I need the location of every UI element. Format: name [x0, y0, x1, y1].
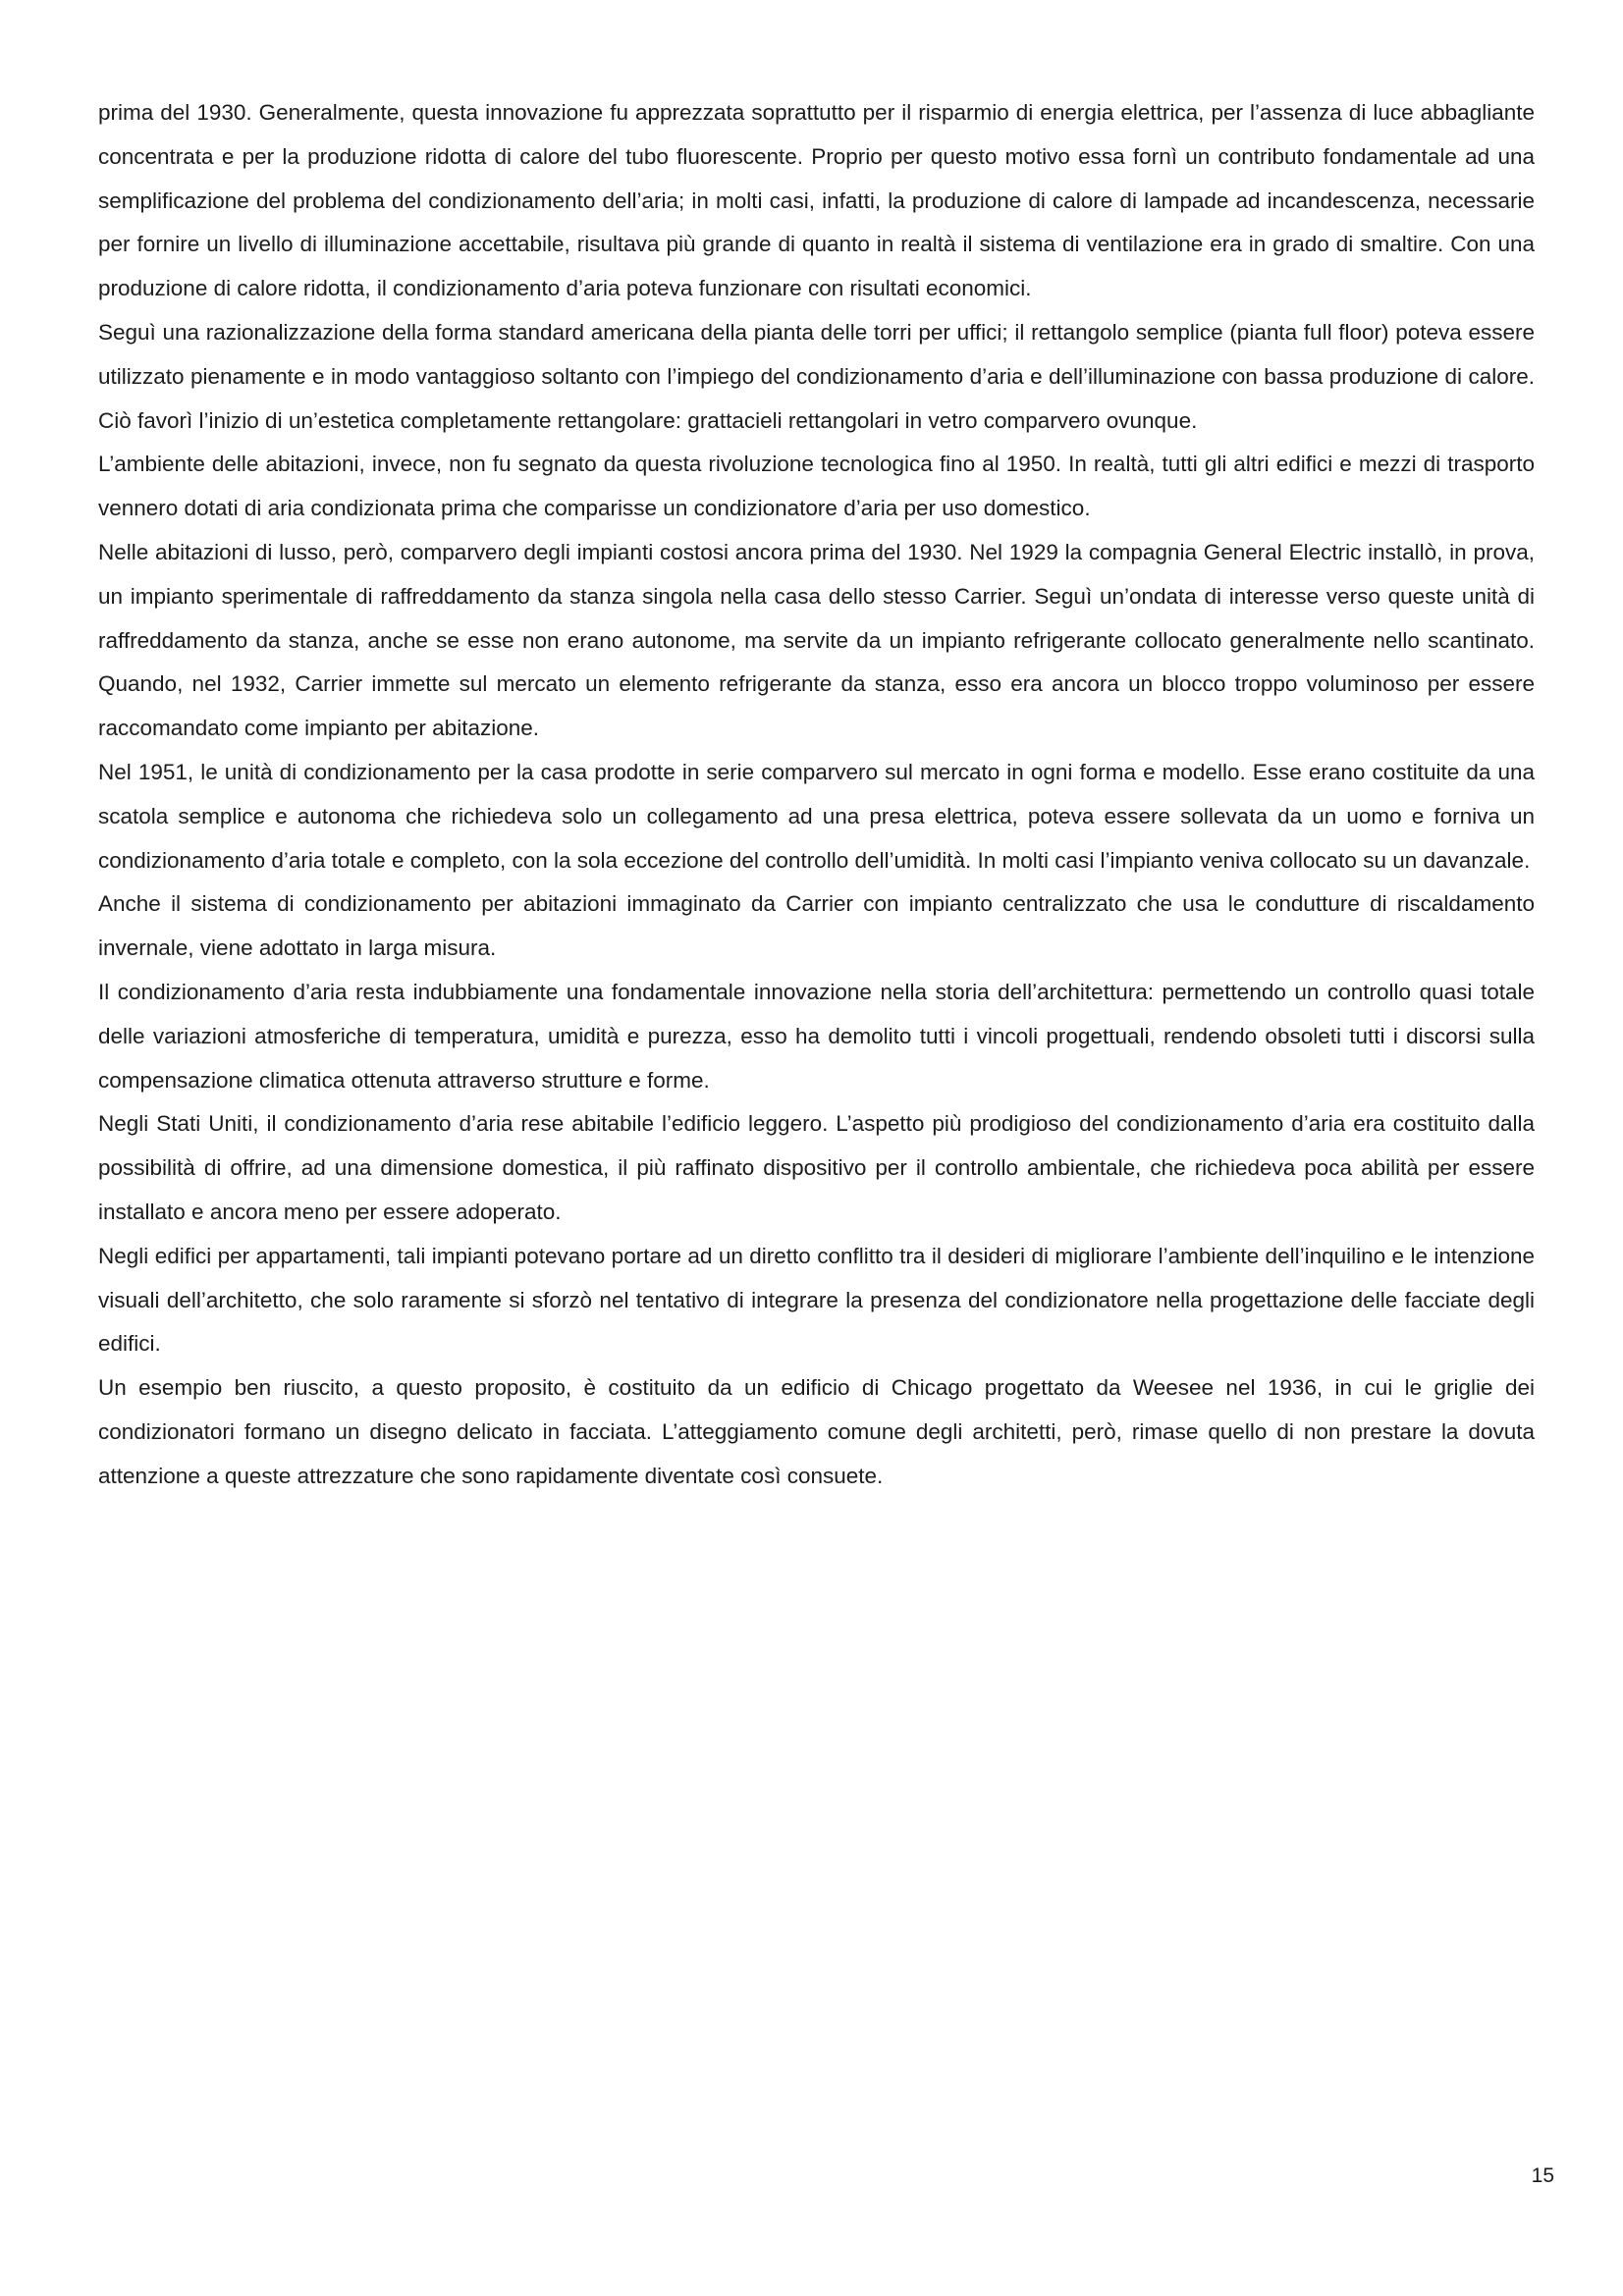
body-text — [98, 91, 1535, 1499]
paragraph: Seguì una razionalizzazione della forma standard americana della pianta delle torri per uffici; il rettangolo semplice (pianta full floor) poteva essere utilizzato pienamente e in modo vantaggioso soltanto con l’impiego del condizionamento d’aria e dell’illuminazione con bassa produzione di calore. Ciò favorì l’inizio di un’estetica completamente rettangolare: grattacieli rettangolari in vetro comparvero ovunque. — [98, 319, 1535, 433]
paragraph: Nel 1951, le unità di condizionamento per la casa prodotte in serie comparvero sul mercato in ogni forma e modello. Esse erano costituite da una scatola semplice e autonoma che richiedeva solo un collegamento ad una presa elettrica, poteva essere sollevata da un uomo e forniva un condizionamento d’aria totale e completo, con la sola eccezione del controllo dell’umidità. In molti casi l’impianto veniva collocato su un davanzale. — [98, 759, 1535, 873]
paragraph: Nelle abitazioni di lusso, però, comparvero degli impianti costosi ancora prima del 1930. Nel 1929 la compagnia General Electric installò, in prova, un impianto sperimentale di raffreddamento da stanza singola nella casa dello stesso Carrier. Seguì un’ondata di interesse verso queste unità di raffreddamento da stanza, anche se esse non erano autonome, ma servite da un impianto refrigerante collocato generalmente nello scantinato. Quando, nel 1932, Carrier immette sul mercato un elemento refrigerante da stanza, esso era ancora un blocco troppo voluminoso per essere raccomandato come impianto per abitazione. — [98, 539, 1535, 741]
paragraph: L’ambiente delle abitazioni, invece, non fu segnato da questa rivoluzione tecnologica fino al 1950. In realtà, tutti gli altri edifici e mezzi di trasporto vennero dotati di aria condizionata prima che comparisse un condizionatore d’aria per uso domestico. — [98, 452, 1535, 521]
paragraph: prima del 1930. Generalmente, questa innovazione fu apprezzata soprattutto per il risparmio di energia elettrica, per l’assenza di luce abbagliante concentrata e per la produzione ridotta di calore del tubo fluorescente. Proprio per questo motivo essa fornì un contributo fondamentale ad una semplificazione del problema del condizionamento dell’aria; in molti casi, infatti, la produzione di calore di lampade ad incandescenza, necessarie per fornire un livello di illuminazione accettabile, risultava più grande di quanto in realtà il sistema di ventilazione era in grado di smaltire. Con una produzione di calore ridotta, il condizionamento d’aria poteva funzionare con risultati economici. — [98, 100, 1535, 301]
paragraph: Negli edifici per appartamenti, tali impianti potevano portare ad un diretto conflitto tra il desideri di migliorare l’ambiente dell’inquilino e le intenzione visuali dell’architetto, che solo raramente si sforzò nel tentativo di integrare la presenza del condizionatore nella progettazione delle facciate degli edifici. — [98, 1243, 1535, 1357]
paragraph: Un esempio ben riuscito, a questo proposito, è costituito da un edificio di Chicago progettato da Weesee nel 1936, in cui le griglie dei condizionatori formano un disegno delicato in facciata. L’atteggiamento comune degli architetti, però, rimase quello di non prestare la dovuta attenzione a queste attrezzature che sono rapidamente diventate così consuete. — [98, 1375, 1535, 1488]
page-number: 15 — [1531, 2164, 1554, 2187]
paragraph: Anche il sistema di condizionamento per abitazioni immaginato da Carrier con impianto centralizzato che usa le condutture di riscaldamento invernale, viene adottato in larga misura. — [98, 891, 1535, 961]
paragraph: Negli Stati Uniti, il condizionamento d’aria rese abitabile l’edificio leggero. L’aspetto più prodigioso del condizionamento d’aria era costituito dalla possibilità di offrire, ad una dimensione domestica, il più raffinato dispositivo per il controllo ambientale, che richiedeva poca abilità per essere installato e ancora meno per essere adoperato. — [98, 1111, 1535, 1224]
paragraph: Il condizionamento d’aria resta indubbiamente una fondamentale innovazione nella storia dell’architettura: permettendo un controllo quasi totale delle variazioni atmosferiche di temperatura, umidità e purezza, esso ha demolito tutti i vincoli progettuali, rendendo obsoleti tutti i discorsi sulla compensazione climatica ottenuta attraverso strutture e forme. — [98, 979, 1535, 1093]
